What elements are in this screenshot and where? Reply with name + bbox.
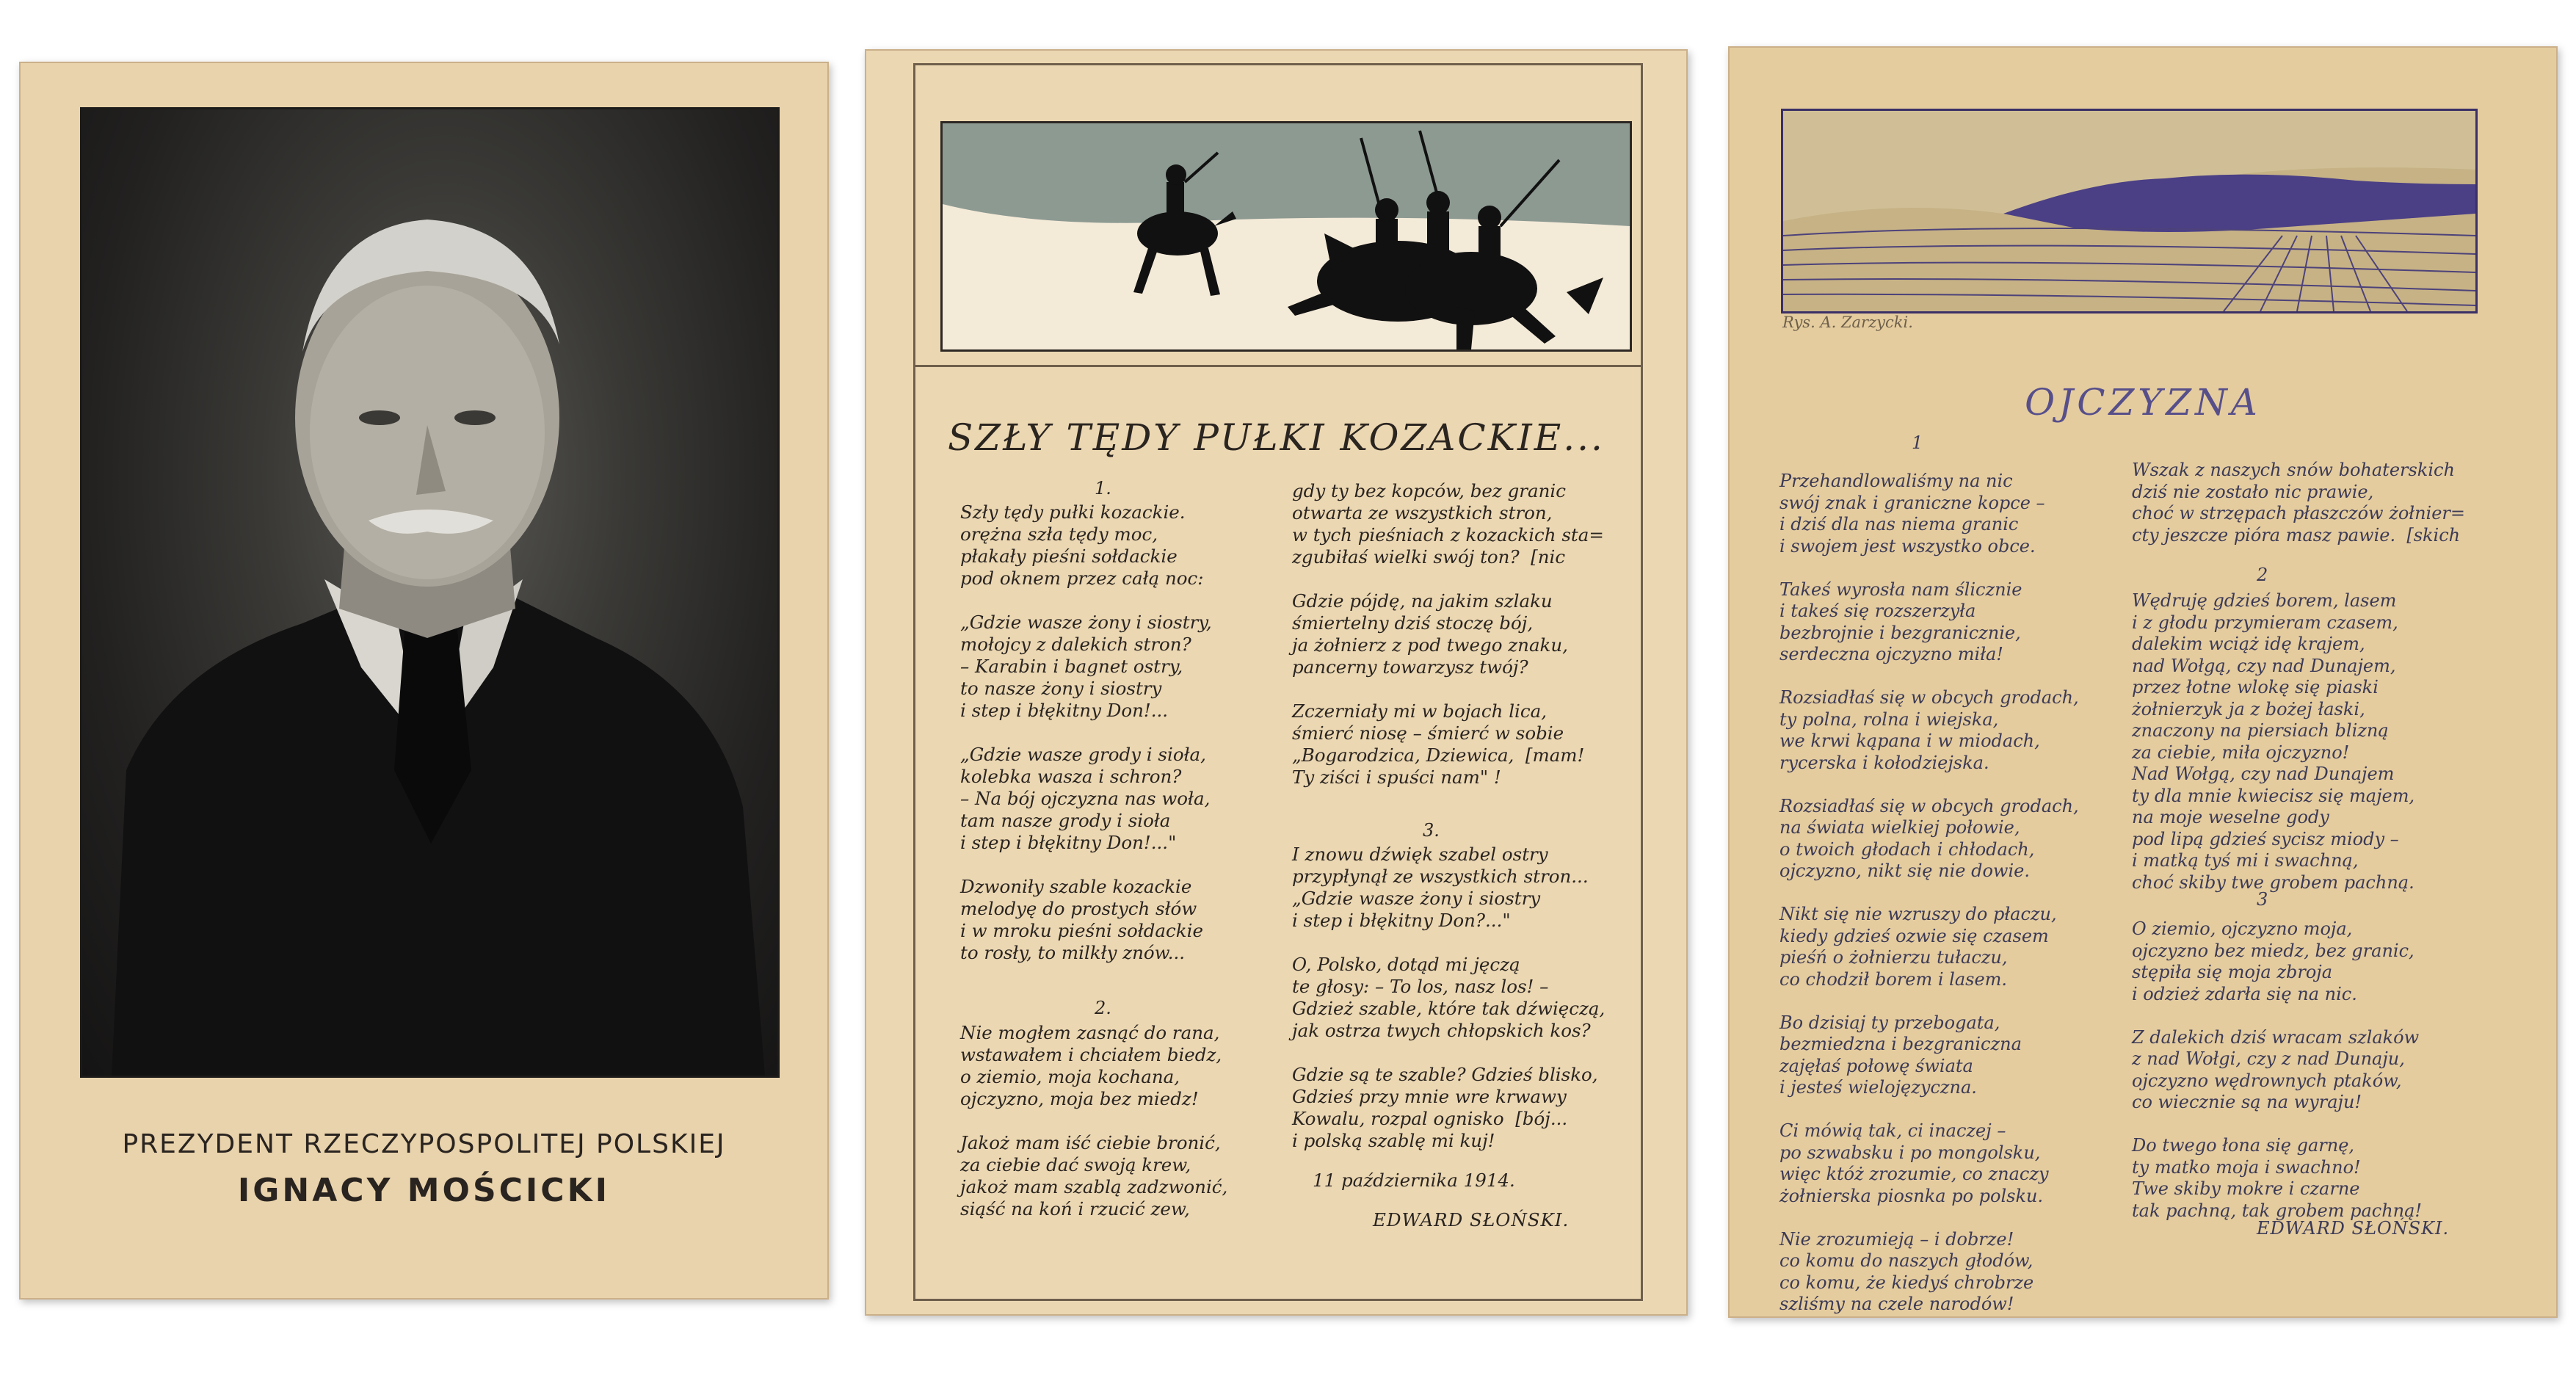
poem-postcard-ojczyzna (1728, 46, 2558, 1318)
section-number: 2 (2257, 565, 2268, 585)
cossack-riders-illustration (940, 121, 1632, 352)
poem-column-right-continued: I znowu dźwięk szabel ostry przypłynął ze wszystkich stron... „Gdzie wasze żony i siostry i step i błękitny Don?..." O, Polsko, dotąd mi jęczą te głosy: – To los, nasz los! – Gdzież szable, które tak dźwięczą, jak ostrza twych chłopskich kos? Gdzie są te szable? Gdzieś blisko, Gdzieś przy mnie wre krwawy Kowalu, rozpal ognisko [bój... i polską szablę mi kuj! (1292, 844, 1606, 1151)
poem-author: EDWARD SŁOŃSKI. (2257, 1218, 2450, 1239)
section-number: 1 (1912, 432, 1923, 453)
landscape-illustration (1781, 109, 2478, 313)
poem-date: 11 października 1914. (1313, 1170, 1515, 1191)
portrait-postcard (19, 62, 829, 1300)
poem-title: OJCZYZNA (2025, 381, 2261, 424)
section-number: 2. (1095, 998, 1111, 1018)
caption-title: PREZYDENT RZECZYPOSPOLITEJ POLSKIEJ (122, 1129, 726, 1159)
caption-name: IGNACY MOŚCICKI (237, 1172, 611, 1209)
poem-column-left-continued: Nie mogłem zasnąć do rana, wstawałem i chciałem biedz, o ziemio, moja kochana, ojczyzno, moja bez miedz! Jakoż mam iść ciebie bronić, za ciebie dać swoją krew, jakoż mam szablą zadzwonić, siąść na koń i rzucić zew, (960, 1022, 1228, 1219)
section-number: 3 (2257, 889, 2268, 910)
poem-column-right-final: O ziemio, ojczyzno moja, ojczyzno bez miedz, bez granic, stępiła się moja zbroja i odzież zdarła się na nic. Z dalekich dziś wracam szlaków z nad Wołgi, czy z nad Dunaju, ojczyzno wędrownych ptaków, co wiecznie są na wyraju! Do twego łona się garnę, ty matko moja i swachno! Twe skiby mokre i czarne tak pachną, tak grobem pachną! (2132, 918, 2423, 1221)
portrait-illustration (82, 109, 777, 1076)
poem-column-left: Szły tędy pułki kozackie. orężna szła tędy moc, płakały pieśni sołdackie pod oknem przez całą noc: „Gdzie wasze żony i siostry, mołojcy z dalekich stron? – Karabin i bagnet ostry, to nasze żony i siostry i step i błękitny Don!... „Gdzie wasze grody i sioła, kolebka wasza i schron? – Na bój ojczyzna nas woła, tam nasze grody i sioła i step i błękitny Don!..." Dzwoniły szable kozackie melodyę do prostych słów i w mroku pieśni sołdackie to rosły, to milkły znów... (960, 501, 1212, 963)
section-number: 3. (1423, 820, 1440, 841)
artist-credit: Rys. A. Zarzycki. (1782, 313, 1913, 331)
poem-title: SZŁY TĘDY PUŁKI KOZACKIE... (948, 416, 1605, 459)
poem-column-right-continued: Wędruję gdzieś borem, lasem i z głodu przymieram czasem, dalekim wciąż idę krajem, nad Wołgą, czy nad Dunajem, przez łotne wlokę się piaski żołnierzyk ja z bożej łaski, znaczony na piersiach blizną za ciebie, miła ojczyzno! Nad Wołgą, czy nad Dunajem ty dla mnie kwiecisz się majem, na moje weselne gody pod lipą gdzieś sycisz miody – i matką tyś mi i swachną, choć skiby twe grobem pachną. (2132, 590, 2415, 893)
poem-column-right: gdy ty bez kopców, bez granic otwarta ze wszystkich stron, w tych pieśniach z kozackich sta= zgubiłaś wielki swój ton? [nic Gdzie pójdę, na jakim szlaku śmiertelny dziś stoczę bój, ja żołnierz z pod twego znaku, pancerny towarzysz twój? Zczerniały mi w bojach lica, śmierć niosę – śmierć w sobie „Bogarodzica, Dziewica, [mam! Ty ziści i spuści nam" ! (1292, 480, 1604, 788)
section-number: 1. (1095, 478, 1111, 499)
poem-column-left: Przehandlowaliśmy na nic swój znak i graniczne kopce – i dziś dla nas niema granic i swojem jest wszystko obce. Takeś wyrosła nam ślicznie i takeś się rozszerzyła bezbrojnie i bezgranicznie, serdeczna ojczyzno miła! Rozsiadłaś się w obcych grodach, ty polna, rolna i wiejska, we krwi kąpana i w miodach, rycerska i kołodziejska. Rozsiadłaś się w obcych grodach, na świata wielkiej połowie, o twoich głodach i chłodach, ojczyzno, nikt się nie dowie. Nikt się nie wzruszy do płaczu, kiedy gdzieś ozwie się czasem pieśń o żołnierzu tułaczu, co chodził borem i lasem. Bo dzisiaj ty przebogata, bezmiedzna i bezgraniczna zajęłaś połowę świata i jesteś wielojęzyczna. Ci mówią tak, ci inaczej – po szwabsku i po mongolsku, więc któż zrozumie, co znaczy żołnierska piosnka po polsku. Nie zrozumieją – i dobrze! co komu do naszych głodów, co komu, że kiedyś chrobrze szliśmy na czele narodów! (1779, 471, 2079, 1314)
poem-postcard-cossacks (865, 49, 1688, 1316)
poem-column-right: Wszak z naszych snów bohaterskich dziś nie zostało nic prawie, choć w strzępach płaszczów żołnier= cty jeszcze pióra masz pawie. [skich (2132, 460, 2465, 545)
poem-author: EDWARD SŁOŃSKI. (1373, 1209, 1570, 1230)
portrait-photo (80, 107, 780, 1078)
